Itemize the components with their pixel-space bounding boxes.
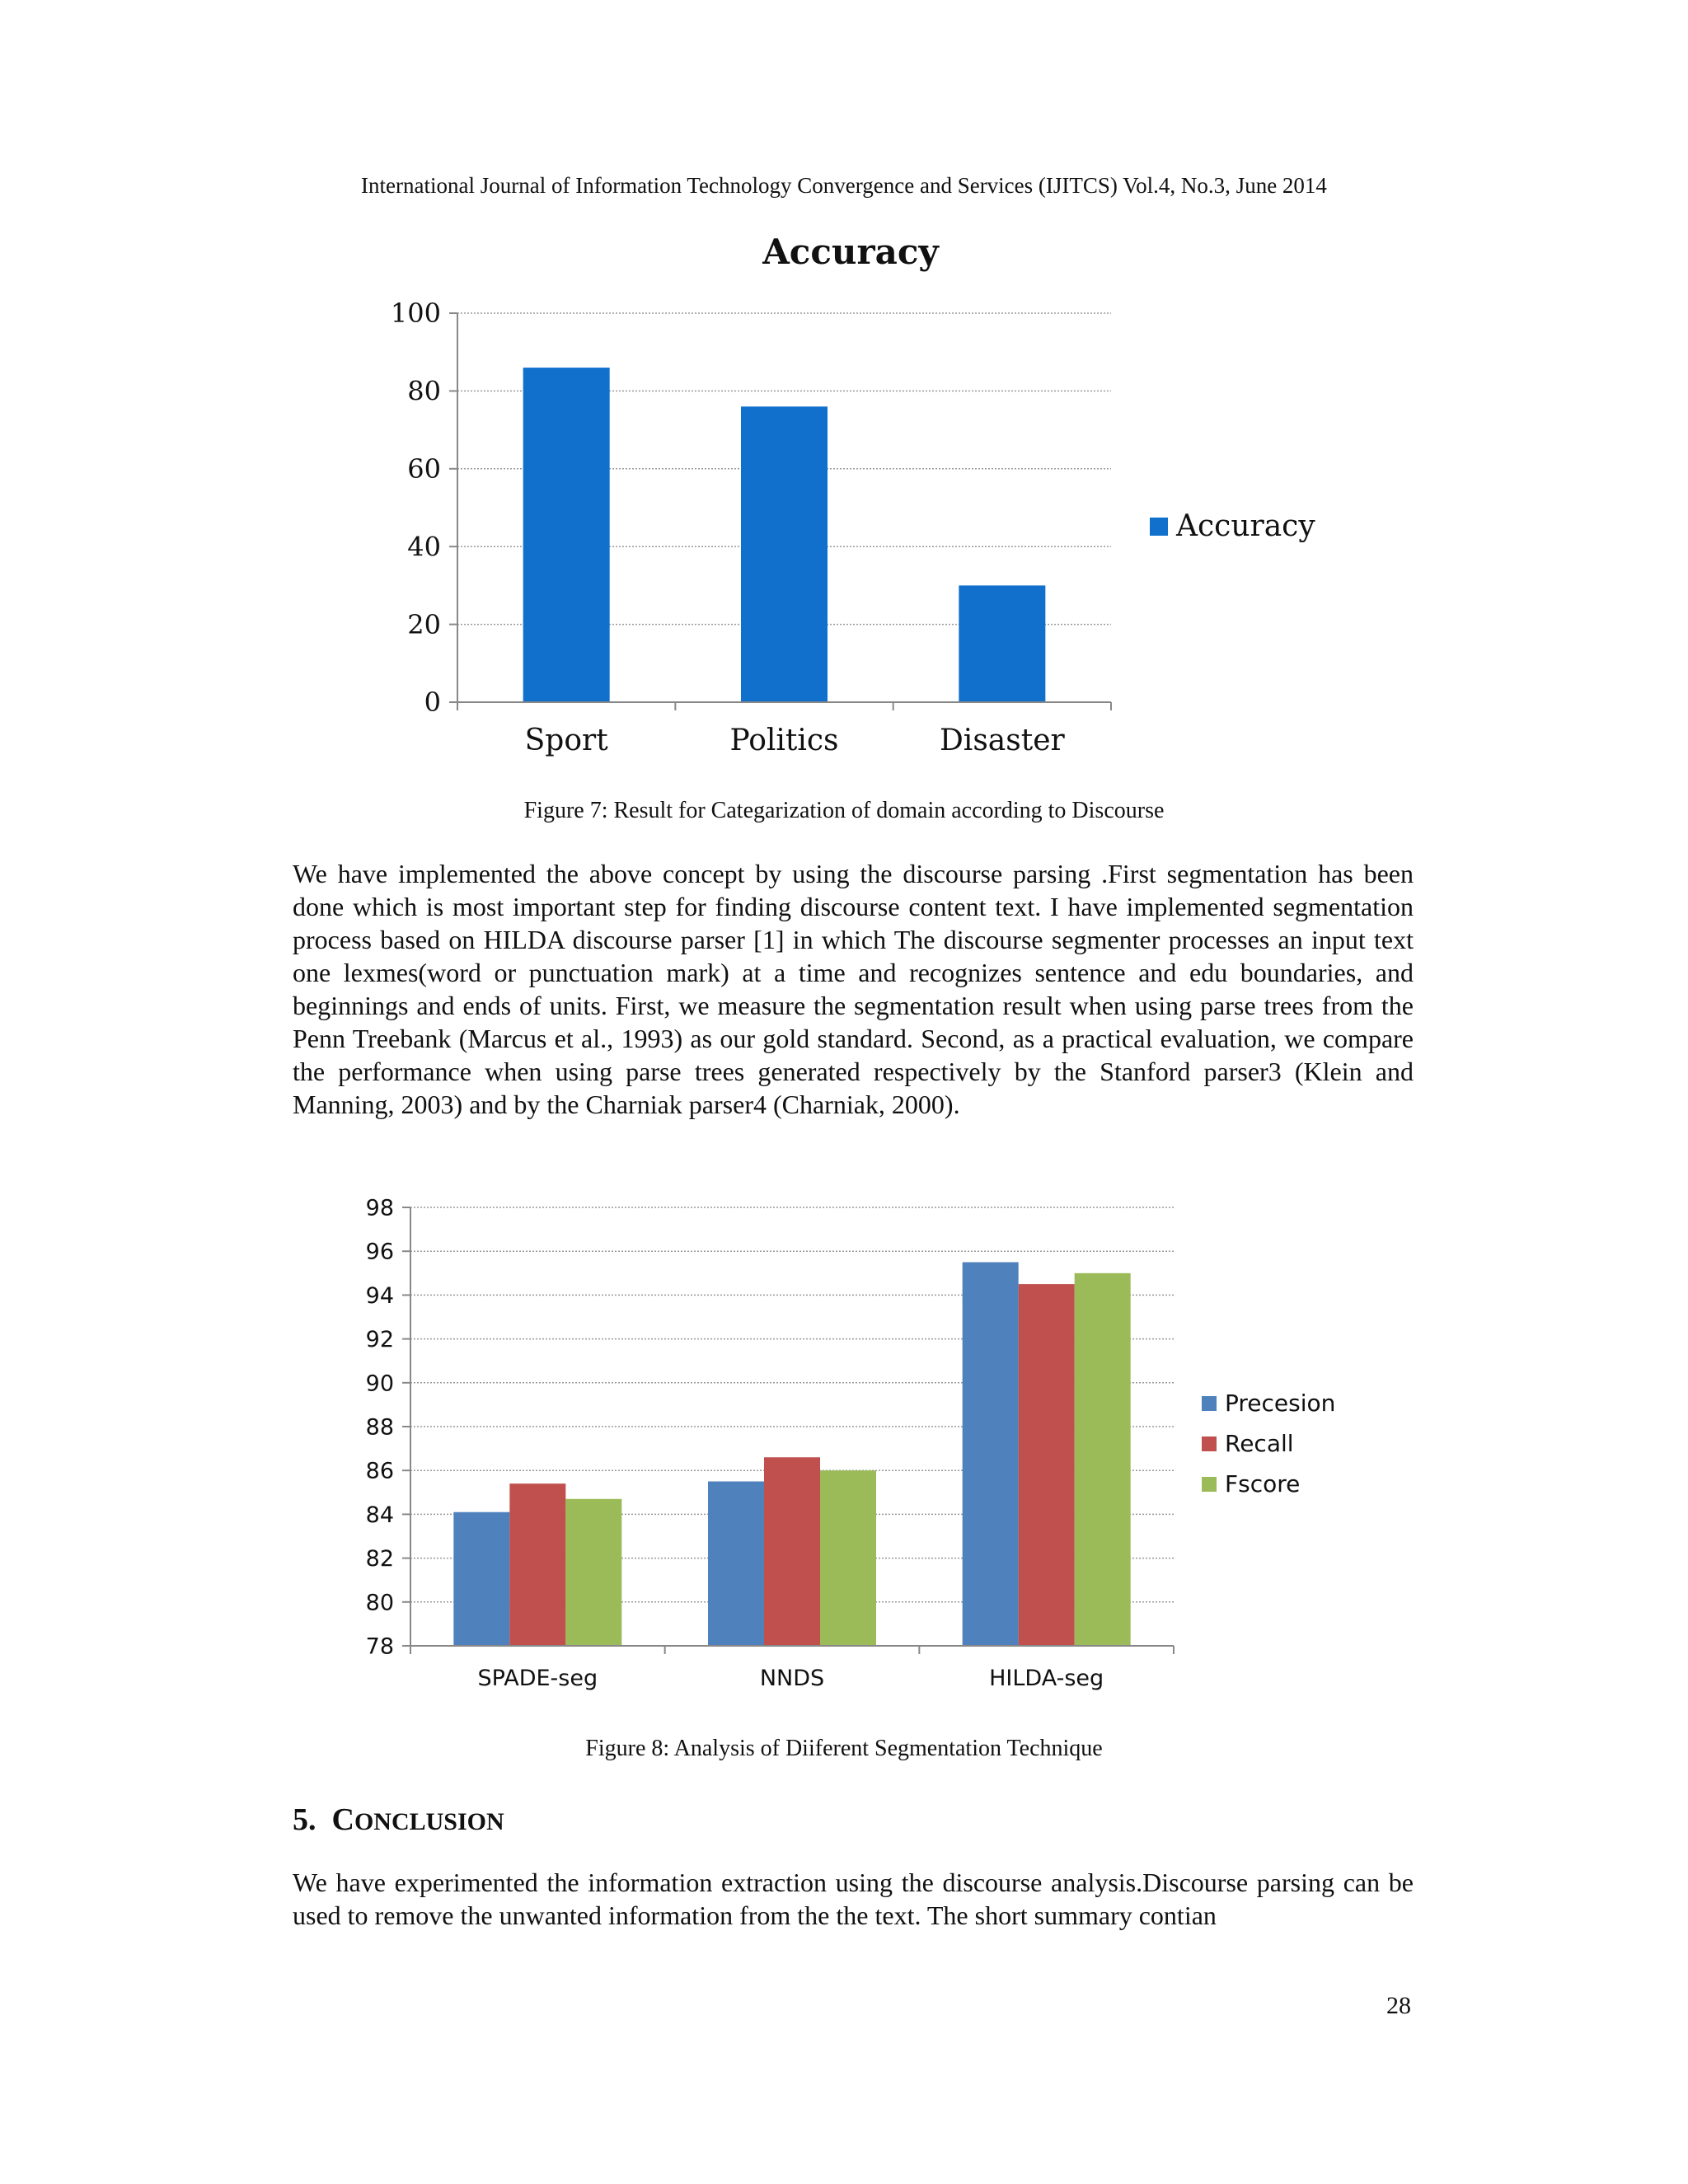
bar-recall-hilda-seg [1019,1284,1075,1646]
chart-title: Accuracy [762,232,939,272]
bar-fscore-nnds [820,1470,876,1646]
legend-label: Precesion [1225,1390,1336,1417]
figure-8-caption: Figure 8: Analysis of Diiferent Segmentation Technique [585,1736,1103,1761]
section-initial: C [331,1802,354,1837]
x-tick-label: Politics [729,724,839,757]
y-tick-label: 86 [365,1458,394,1484]
y-tick-label: 60 [407,453,441,485]
section-rest: ONCLUSION [354,1808,504,1835]
body-paragraph: We have implemented the above concept by using the discourse parsing .First segmentation has been done which is most important step for finding discourse content text. I have implemented segmentation process based on HILDA discourse parser [1] in which The discourse segmenter processes an input text one lexmes(word or punctuation mark) at a time and recognizes sentence and edu boundaries, and beginnings and ends of units. First, we measure the segmentation result when using parse trees from the Penn Treebank (Marcus et al., 1993) as our gold standard. Second, as a practical evaluation, we compare the performance when using parse trees generated respectively by the Stanford parser3 (Klein and Manning, 2003) and by the Charniak parser4 (Charniak, 2000). [293,859,1414,1119]
bar-recall-spade-seg [509,1483,565,1646]
y-tick-label: 92 [365,1327,394,1353]
x-tick-label: HILDA-seg [989,1666,1104,1691]
bar-fscore-hilda-seg [1075,1273,1131,1646]
bar-accuracy-disaster [959,585,1045,702]
section-heading [293,1802,504,1838]
bar-fscore-spade-seg [565,1499,621,1646]
legend-label: Accuracy [1176,509,1315,543]
y-tick-label: 40 [407,531,441,563]
y-tick-label: 90 [365,1371,394,1397]
section-number: 5. [293,1802,316,1837]
legend-swatch [1150,518,1168,536]
legend-label: Fscore [1225,1470,1301,1497]
y-tick-label: 0 [424,687,441,719]
x-tick-label: SPADE-seg [477,1666,598,1691]
y-tick-label: 84 [365,1502,394,1528]
y-tick-label: 100 [390,298,441,330]
segmentation-chart [330,1183,1401,1710]
x-tick-label: Sport [524,724,608,757]
bar-accuracy-politics [741,406,828,702]
bar-precesion-spade-seg [453,1512,509,1646]
y-tick-label: 80 [407,375,441,407]
y-tick-label: 94 [365,1282,394,1309]
legend-swatch [1202,1436,1217,1451]
legend-swatch [1202,1477,1217,1492]
y-tick-label: 88 [365,1414,394,1441]
x-tick-label: NNDS [759,1666,825,1691]
page-number: 28 [1386,1992,1411,2019]
y-tick-label: 96 [365,1239,394,1265]
y-tick-label: 20 [407,608,441,640]
figure-7-caption: Figure 7: Result for Categarization of domain according to Discourse [523,798,1165,823]
y-tick-label: 98 [365,1195,394,1221]
y-tick-label: 80 [365,1590,394,1616]
legend-label: Recall [1225,1430,1294,1457]
y-tick-label: 78 [365,1633,394,1660]
bar-recall-nnds [764,1457,820,1646]
bar-precesion-nnds [708,1482,764,1647]
conclusion-paragraph: We have experimented the information extraction using the discourse analysis.Discourse parsing can be used to remove the unwanted information from the the text. The short summary contian [293,1868,1414,1930]
bar-accuracy-sport [523,368,610,702]
journal-header: International Journal of Information Technology Convergence and Services (IJITCS) Vol.4, No.3, June 2014 [361,173,1327,198]
bar-precesion-hilda-seg [963,1263,1019,1647]
x-tick-label: Disaster [939,724,1065,757]
accuracy-chart [313,231,1385,775]
y-tick-label: 82 [365,1546,394,1572]
legend-swatch [1202,1396,1217,1411]
